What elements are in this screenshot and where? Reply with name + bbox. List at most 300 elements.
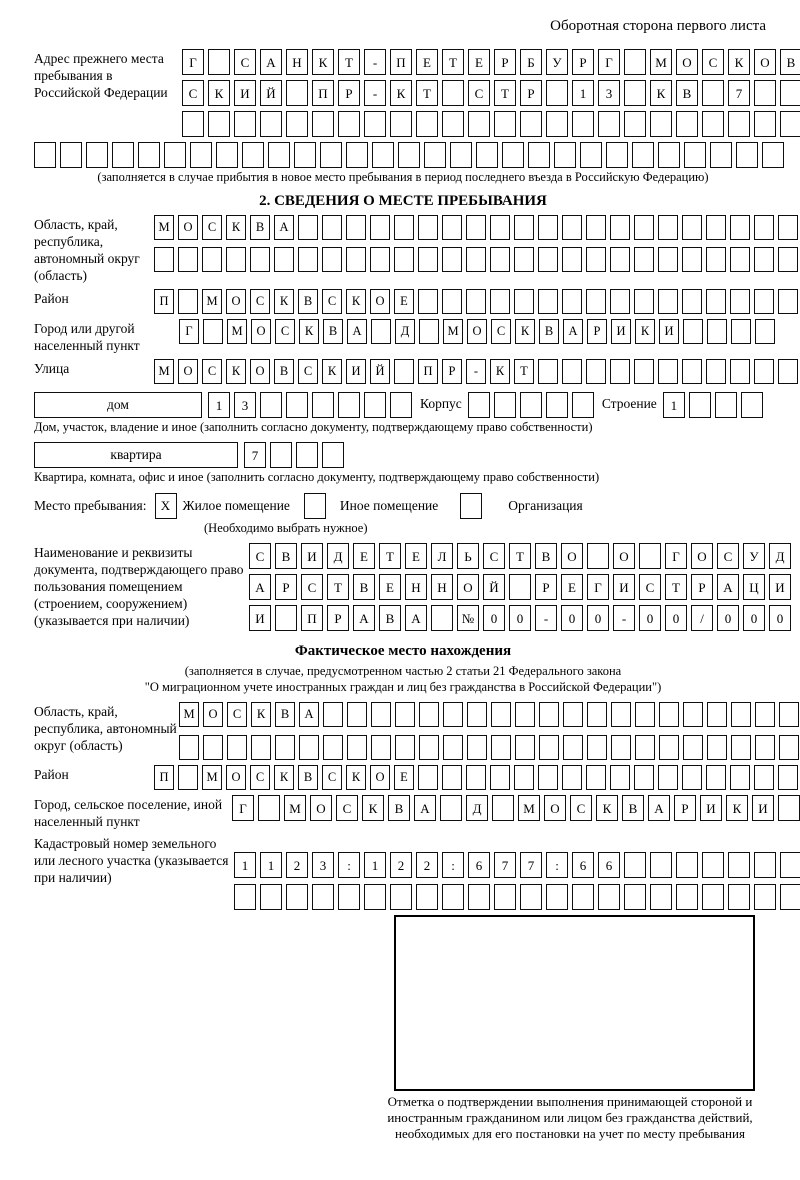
char-cell[interactable]: 1 bbox=[572, 80, 594, 106]
char-cell[interactable] bbox=[226, 247, 246, 272]
char-cell[interactable]: Е bbox=[379, 574, 401, 600]
char-cell[interactable] bbox=[554, 142, 576, 168]
char-cell[interactable] bbox=[587, 543, 609, 569]
char-cell[interactable] bbox=[491, 702, 511, 727]
char-cell[interactable] bbox=[390, 111, 412, 137]
char-cell[interactable] bbox=[546, 111, 568, 137]
char-cell[interactable]: Е bbox=[394, 289, 414, 314]
char-cell[interactable] bbox=[443, 735, 463, 760]
char-cell[interactable]: И bbox=[659, 319, 679, 344]
char-cell[interactable] bbox=[364, 111, 386, 137]
char-cell[interactable] bbox=[320, 142, 342, 168]
char-cell[interactable]: К bbox=[726, 795, 748, 821]
char-cell[interactable]: Т bbox=[509, 543, 531, 569]
char-cell[interactable] bbox=[702, 884, 724, 910]
char-cell[interactable]: А bbox=[249, 574, 271, 600]
char-cell[interactable] bbox=[182, 111, 204, 137]
char-cell[interactable] bbox=[624, 852, 646, 878]
char-cell[interactable]: Т bbox=[338, 49, 360, 75]
char-cell[interactable]: В bbox=[275, 702, 295, 727]
char-cell[interactable]: 7 bbox=[244, 442, 266, 468]
char-cell[interactable]: Т bbox=[327, 574, 349, 600]
char-cell[interactable] bbox=[395, 702, 415, 727]
char-cell[interactable] bbox=[730, 215, 750, 240]
char-cell[interactable] bbox=[371, 702, 391, 727]
char-cell[interactable]: 0 bbox=[717, 605, 739, 631]
char-cell[interactable] bbox=[234, 111, 256, 137]
char-cell[interactable] bbox=[611, 702, 631, 727]
char-cell[interactable]: В bbox=[250, 215, 270, 240]
char-cell[interactable] bbox=[418, 765, 438, 790]
char-cell[interactable] bbox=[490, 289, 510, 314]
char-cell[interactable]: 7 bbox=[728, 80, 750, 106]
char-cell[interactable]: О bbox=[467, 319, 487, 344]
char-cell[interactable] bbox=[442, 765, 462, 790]
char-cell[interactable] bbox=[466, 215, 486, 240]
char-cell[interactable] bbox=[702, 80, 724, 106]
char-cell[interactable]: К bbox=[635, 319, 655, 344]
char-cell[interactable] bbox=[227, 735, 247, 760]
char-cell[interactable] bbox=[624, 884, 646, 910]
char-cell[interactable] bbox=[296, 442, 318, 468]
char-cell[interactable] bbox=[418, 289, 438, 314]
char-cell[interactable] bbox=[754, 852, 776, 878]
char-cell[interactable]: 0 bbox=[509, 605, 531, 631]
char-cell[interactable]: Г bbox=[665, 543, 687, 569]
char-cell[interactable] bbox=[779, 702, 799, 727]
char-cell[interactable]: - bbox=[613, 605, 635, 631]
char-cell[interactable]: Т bbox=[416, 80, 438, 106]
char-cell[interactable] bbox=[364, 392, 386, 418]
char-cell[interactable] bbox=[780, 111, 800, 137]
char-cell[interactable] bbox=[546, 80, 568, 106]
char-cell[interactable] bbox=[586, 247, 606, 272]
char-cell[interactable] bbox=[538, 289, 558, 314]
char-cell[interactable]: 0 bbox=[587, 605, 609, 631]
char-cell[interactable] bbox=[346, 142, 368, 168]
char-cell[interactable] bbox=[234, 884, 256, 910]
char-cell[interactable] bbox=[323, 702, 343, 727]
char-cell[interactable]: В bbox=[298, 765, 318, 790]
char-cell[interactable] bbox=[112, 142, 134, 168]
char-cell[interactable] bbox=[154, 247, 174, 272]
apartment-type-box[interactable]: квартира bbox=[34, 442, 238, 468]
char-cell[interactable] bbox=[755, 735, 775, 760]
char-cell[interactable]: В bbox=[622, 795, 644, 821]
char-cell[interactable]: 2 bbox=[416, 852, 438, 878]
char-cell[interactable] bbox=[418, 215, 438, 240]
char-cell[interactable]: А bbox=[347, 319, 367, 344]
char-cell[interactable] bbox=[683, 735, 703, 760]
char-cell[interactable]: С bbox=[322, 289, 342, 314]
char-cell[interactable] bbox=[563, 702, 583, 727]
char-cell[interactable]: 1 bbox=[260, 852, 282, 878]
char-cell[interactable] bbox=[659, 702, 679, 727]
char-cell[interactable]: 1 bbox=[208, 392, 230, 418]
char-cell[interactable] bbox=[286, 392, 308, 418]
char-cell[interactable] bbox=[347, 735, 367, 760]
char-cell[interactable] bbox=[466, 289, 486, 314]
char-cell[interactable] bbox=[60, 142, 82, 168]
char-cell[interactable]: - bbox=[535, 605, 557, 631]
char-cell[interactable] bbox=[572, 392, 594, 418]
char-cell[interactable] bbox=[394, 215, 414, 240]
char-cell[interactable]: Л bbox=[431, 543, 453, 569]
char-cell[interactable]: К bbox=[650, 80, 672, 106]
char-cell[interactable]: П bbox=[418, 359, 438, 384]
char-cell[interactable] bbox=[322, 442, 344, 468]
char-cell[interactable] bbox=[658, 765, 678, 790]
char-cell[interactable] bbox=[706, 765, 726, 790]
char-cell[interactable] bbox=[286, 80, 308, 106]
char-cell[interactable]: К bbox=[728, 49, 750, 75]
char-cell[interactable]: К bbox=[390, 80, 412, 106]
char-cell[interactable]: О bbox=[310, 795, 332, 821]
char-cell[interactable]: 3 bbox=[312, 852, 334, 878]
char-cell[interactable] bbox=[731, 702, 751, 727]
char-cell[interactable] bbox=[683, 319, 703, 344]
char-cell[interactable]: К bbox=[274, 289, 294, 314]
char-cell[interactable]: 7 bbox=[494, 852, 516, 878]
char-cell[interactable] bbox=[338, 884, 360, 910]
char-cell[interactable] bbox=[546, 884, 568, 910]
char-cell[interactable]: : bbox=[338, 852, 360, 878]
house-type-box[interactable]: дом bbox=[34, 392, 202, 418]
char-cell[interactable]: Е bbox=[394, 765, 414, 790]
char-cell[interactable] bbox=[370, 247, 390, 272]
char-cell[interactable]: Р bbox=[494, 49, 516, 75]
char-cell[interactable]: В bbox=[676, 80, 698, 106]
char-cell[interactable] bbox=[702, 111, 724, 137]
char-cell[interactable] bbox=[562, 765, 582, 790]
char-cell[interactable] bbox=[754, 289, 774, 314]
char-cell[interactable] bbox=[274, 247, 294, 272]
char-cell[interactable] bbox=[754, 765, 774, 790]
char-cell[interactable]: М bbox=[227, 319, 247, 344]
char-cell[interactable] bbox=[572, 111, 594, 137]
char-cell[interactable] bbox=[178, 289, 198, 314]
char-cell[interactable] bbox=[539, 735, 559, 760]
char-cell[interactable] bbox=[610, 765, 630, 790]
char-cell[interactable] bbox=[598, 111, 620, 137]
char-cell[interactable] bbox=[398, 142, 420, 168]
char-cell[interactable] bbox=[138, 142, 160, 168]
char-cell[interactable]: И bbox=[752, 795, 774, 821]
char-cell[interactable]: - bbox=[364, 49, 386, 75]
char-cell[interactable]: С bbox=[336, 795, 358, 821]
char-cell[interactable]: 6 bbox=[598, 852, 620, 878]
char-cell[interactable]: О bbox=[250, 359, 270, 384]
checkbox-residential[interactable]: X bbox=[155, 493, 177, 519]
char-cell[interactable] bbox=[539, 702, 559, 727]
char-cell[interactable]: К bbox=[346, 289, 366, 314]
char-cell[interactable]: В bbox=[780, 49, 800, 75]
char-cell[interactable] bbox=[514, 215, 534, 240]
char-cell[interactable] bbox=[443, 702, 463, 727]
char-cell[interactable] bbox=[203, 319, 223, 344]
char-cell[interactable] bbox=[494, 111, 516, 137]
char-cell[interactable]: Р bbox=[338, 80, 360, 106]
char-cell[interactable]: 1 bbox=[234, 852, 256, 878]
char-cell[interactable]: 3 bbox=[234, 392, 256, 418]
char-cell[interactable] bbox=[467, 702, 487, 727]
char-cell[interactable] bbox=[490, 247, 510, 272]
char-cell[interactable] bbox=[755, 319, 775, 344]
char-cell[interactable] bbox=[730, 289, 750, 314]
char-cell[interactable]: В bbox=[275, 543, 297, 569]
char-cell[interactable] bbox=[780, 852, 800, 878]
char-cell[interactable]: Р bbox=[520, 80, 542, 106]
char-cell[interactable]: № bbox=[457, 605, 479, 631]
char-cell[interactable] bbox=[258, 795, 280, 821]
char-cell[interactable]: В bbox=[298, 289, 318, 314]
char-cell[interactable] bbox=[682, 289, 702, 314]
char-cell[interactable] bbox=[515, 735, 535, 760]
char-cell[interactable] bbox=[322, 215, 342, 240]
char-cell[interactable]: М bbox=[179, 702, 199, 727]
char-cell[interactable]: В bbox=[323, 319, 343, 344]
char-cell[interactable]: В bbox=[539, 319, 559, 344]
char-cell[interactable]: Д bbox=[769, 543, 791, 569]
char-cell[interactable] bbox=[298, 215, 318, 240]
char-cell[interactable]: / bbox=[691, 605, 713, 631]
char-cell[interactable] bbox=[538, 359, 558, 384]
char-cell[interactable] bbox=[563, 735, 583, 760]
char-cell[interactable] bbox=[179, 735, 199, 760]
char-cell[interactable]: Й bbox=[370, 359, 390, 384]
char-cell[interactable]: 2 bbox=[286, 852, 308, 878]
char-cell[interactable] bbox=[682, 765, 702, 790]
char-cell[interactable] bbox=[395, 735, 415, 760]
char-cell[interactable] bbox=[208, 49, 230, 75]
char-cell[interactable] bbox=[250, 247, 270, 272]
char-cell[interactable] bbox=[650, 111, 672, 137]
char-cell[interactable]: К bbox=[322, 359, 342, 384]
char-cell[interactable] bbox=[706, 215, 726, 240]
char-cell[interactable] bbox=[634, 765, 654, 790]
char-cell[interactable] bbox=[778, 765, 798, 790]
char-cell[interactable] bbox=[323, 735, 343, 760]
char-cell[interactable] bbox=[562, 359, 582, 384]
char-cell[interactable]: М bbox=[154, 359, 174, 384]
char-cell[interactable]: - bbox=[364, 80, 386, 106]
char-cell[interactable]: О bbox=[251, 319, 271, 344]
char-cell[interactable] bbox=[390, 392, 412, 418]
char-cell[interactable] bbox=[562, 289, 582, 314]
char-cell[interactable] bbox=[710, 142, 732, 168]
char-cell[interactable] bbox=[658, 289, 678, 314]
char-cell[interactable]: С bbox=[202, 359, 222, 384]
char-cell[interactable]: И bbox=[249, 605, 271, 631]
char-cell[interactable] bbox=[275, 735, 295, 760]
char-cell[interactable] bbox=[728, 111, 750, 137]
char-cell[interactable] bbox=[442, 111, 464, 137]
char-cell[interactable] bbox=[586, 765, 606, 790]
char-cell[interactable]: В bbox=[535, 543, 557, 569]
char-cell[interactable] bbox=[730, 247, 750, 272]
char-cell[interactable] bbox=[538, 247, 558, 272]
char-cell[interactable]: С bbox=[250, 765, 270, 790]
char-cell[interactable]: С bbox=[234, 49, 256, 75]
char-cell[interactable] bbox=[528, 142, 550, 168]
char-cell[interactable] bbox=[546, 392, 568, 418]
char-cell[interactable]: О bbox=[370, 765, 390, 790]
char-cell[interactable] bbox=[715, 392, 737, 418]
char-cell[interactable] bbox=[514, 289, 534, 314]
char-cell[interactable] bbox=[754, 111, 776, 137]
char-cell[interactable]: 0 bbox=[665, 605, 687, 631]
char-cell[interactable]: Р bbox=[327, 605, 349, 631]
char-cell[interactable] bbox=[610, 247, 630, 272]
char-cell[interactable] bbox=[730, 359, 750, 384]
char-cell[interactable]: 7 bbox=[520, 852, 542, 878]
char-cell[interactable]: 0 bbox=[769, 605, 791, 631]
char-cell[interactable] bbox=[736, 142, 758, 168]
char-cell[interactable]: М bbox=[202, 289, 222, 314]
char-cell[interactable] bbox=[635, 735, 655, 760]
char-cell[interactable]: П bbox=[301, 605, 323, 631]
char-cell[interactable]: О bbox=[691, 543, 713, 569]
char-cell[interactable]: О bbox=[226, 765, 246, 790]
char-cell[interactable]: Т bbox=[494, 80, 516, 106]
char-cell[interactable] bbox=[418, 247, 438, 272]
char-cell[interactable]: П bbox=[390, 49, 412, 75]
char-cell[interactable] bbox=[754, 247, 774, 272]
char-cell[interactable]: В bbox=[379, 605, 401, 631]
char-cell[interactable]: К bbox=[362, 795, 384, 821]
char-cell[interactable] bbox=[178, 765, 198, 790]
char-cell[interactable]: О bbox=[226, 289, 246, 314]
char-cell[interactable]: М bbox=[443, 319, 463, 344]
char-cell[interactable]: Т bbox=[442, 49, 464, 75]
char-cell[interactable]: К bbox=[274, 765, 294, 790]
char-cell[interactable] bbox=[676, 111, 698, 137]
char-cell[interactable]: Б bbox=[520, 49, 542, 75]
char-cell[interactable] bbox=[658, 142, 680, 168]
char-cell[interactable] bbox=[442, 80, 464, 106]
char-cell[interactable]: : bbox=[546, 852, 568, 878]
char-cell[interactable]: Г bbox=[182, 49, 204, 75]
char-cell[interactable]: О bbox=[178, 359, 198, 384]
char-cell[interactable] bbox=[286, 884, 308, 910]
char-cell[interactable] bbox=[682, 247, 702, 272]
char-cell[interactable] bbox=[731, 319, 751, 344]
char-cell[interactable]: Т bbox=[514, 359, 534, 384]
char-cell[interactable] bbox=[419, 319, 439, 344]
char-cell[interactable]: Н bbox=[405, 574, 427, 600]
char-cell[interactable]: К bbox=[312, 49, 334, 75]
char-cell[interactable]: П bbox=[312, 80, 334, 106]
char-cell[interactable]: Н bbox=[431, 574, 453, 600]
char-cell[interactable]: С bbox=[202, 215, 222, 240]
char-cell[interactable] bbox=[538, 215, 558, 240]
char-cell[interactable]: М bbox=[202, 765, 222, 790]
char-cell[interactable]: Д bbox=[466, 795, 488, 821]
char-cell[interactable]: С bbox=[249, 543, 271, 569]
char-cell[interactable]: С bbox=[227, 702, 247, 727]
char-cell[interactable] bbox=[520, 111, 542, 137]
char-cell[interactable] bbox=[706, 247, 726, 272]
char-cell[interactable]: К bbox=[226, 215, 246, 240]
char-cell[interactable] bbox=[322, 247, 342, 272]
char-cell[interactable]: С bbox=[322, 765, 342, 790]
char-cell[interactable] bbox=[251, 735, 271, 760]
char-cell[interactable]: Р bbox=[535, 574, 557, 600]
char-cell[interactable]: С bbox=[639, 574, 661, 600]
char-cell[interactable] bbox=[468, 111, 490, 137]
char-cell[interactable]: И bbox=[613, 574, 635, 600]
char-cell[interactable] bbox=[431, 605, 453, 631]
char-cell[interactable] bbox=[778, 359, 798, 384]
char-cell[interactable]: А bbox=[414, 795, 436, 821]
char-cell[interactable]: 2 bbox=[390, 852, 412, 878]
char-cell[interactable] bbox=[707, 735, 727, 760]
char-cell[interactable] bbox=[754, 80, 776, 106]
char-cell[interactable] bbox=[634, 289, 654, 314]
char-cell[interactable] bbox=[610, 289, 630, 314]
char-cell[interactable]: Г bbox=[587, 574, 609, 600]
char-cell[interactable] bbox=[450, 142, 472, 168]
char-cell[interactable]: С bbox=[250, 289, 270, 314]
char-cell[interactable] bbox=[779, 735, 799, 760]
char-cell[interactable]: А bbox=[274, 215, 294, 240]
char-cell[interactable] bbox=[440, 795, 462, 821]
char-cell[interactable] bbox=[390, 884, 412, 910]
char-cell[interactable] bbox=[586, 359, 606, 384]
char-cell[interactable]: - bbox=[466, 359, 486, 384]
char-cell[interactable]: Е bbox=[468, 49, 490, 75]
char-cell[interactable] bbox=[268, 142, 290, 168]
char-cell[interactable]: И bbox=[346, 359, 366, 384]
char-cell[interactable] bbox=[419, 735, 439, 760]
char-cell[interactable]: 0 bbox=[561, 605, 583, 631]
char-cell[interactable] bbox=[466, 765, 486, 790]
char-cell[interactable] bbox=[520, 392, 542, 418]
char-cell[interactable]: Й bbox=[260, 80, 282, 106]
char-cell[interactable]: И bbox=[611, 319, 631, 344]
char-cell[interactable]: К bbox=[490, 359, 510, 384]
char-cell[interactable] bbox=[562, 247, 582, 272]
char-cell[interactable]: Г bbox=[232, 795, 254, 821]
char-cell[interactable] bbox=[312, 111, 334, 137]
char-cell[interactable] bbox=[598, 884, 620, 910]
char-cell[interactable] bbox=[587, 702, 607, 727]
char-cell[interactable] bbox=[538, 765, 558, 790]
char-cell[interactable]: С bbox=[491, 319, 511, 344]
char-cell[interactable] bbox=[754, 884, 776, 910]
char-cell[interactable] bbox=[520, 884, 542, 910]
char-cell[interactable]: : bbox=[442, 852, 464, 878]
char-cell[interactable]: И bbox=[234, 80, 256, 106]
char-cell[interactable]: Е bbox=[416, 49, 438, 75]
char-cell[interactable] bbox=[707, 702, 727, 727]
char-cell[interactable] bbox=[586, 289, 606, 314]
char-cell[interactable] bbox=[728, 852, 750, 878]
char-cell[interactable] bbox=[683, 702, 703, 727]
char-cell[interactable]: С bbox=[570, 795, 592, 821]
char-cell[interactable] bbox=[676, 884, 698, 910]
char-cell[interactable] bbox=[515, 702, 535, 727]
char-cell[interactable] bbox=[164, 142, 186, 168]
char-cell[interactable] bbox=[611, 735, 631, 760]
char-cell[interactable] bbox=[338, 111, 360, 137]
char-cell[interactable]: Е bbox=[405, 543, 427, 569]
char-cell[interactable] bbox=[394, 359, 414, 384]
char-cell[interactable] bbox=[731, 735, 751, 760]
char-cell[interactable] bbox=[442, 289, 462, 314]
char-cell[interactable]: К bbox=[346, 765, 366, 790]
char-cell[interactable] bbox=[754, 359, 774, 384]
